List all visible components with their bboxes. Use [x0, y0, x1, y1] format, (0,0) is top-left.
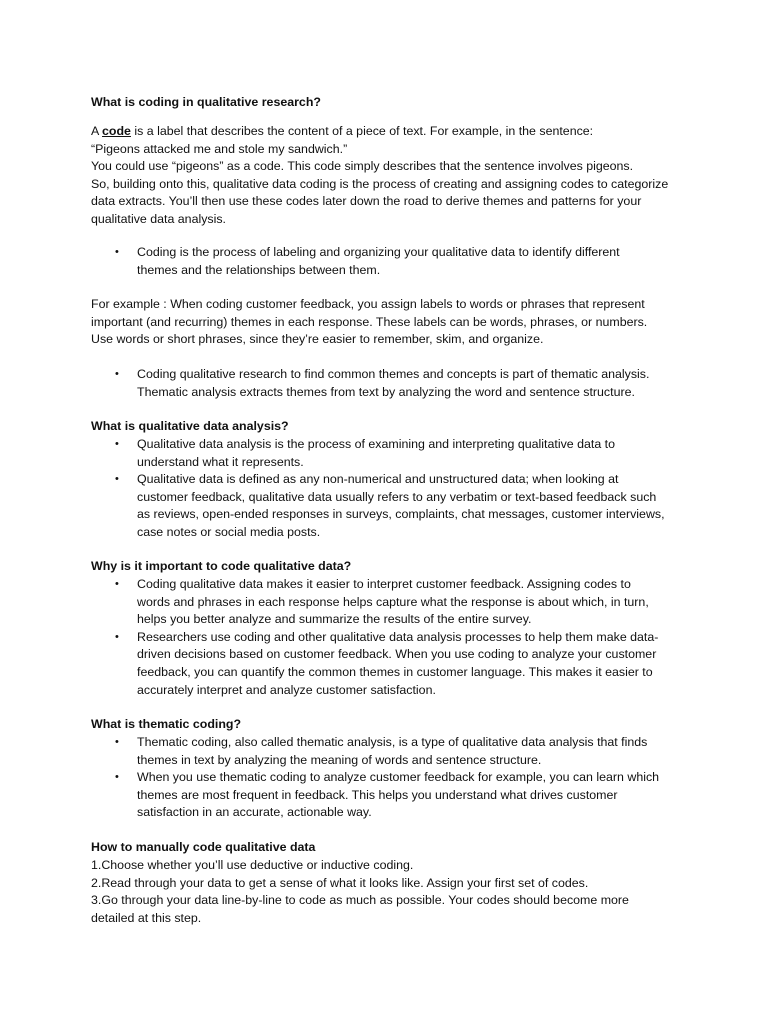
text-fragment: A: [91, 124, 103, 138]
step-1: 1.Choose whether you’ll use deductive or inductive coding.: [91, 858, 414, 872]
list-item-line: When you use thematic coding to analyze customer feedback for example, you can learn which: [137, 770, 660, 785]
list-item: [91, 734, 691, 769]
list-item: [91, 769, 691, 822]
list-item-line: Coding qualitative research to find common themes and concepts is part of thematic analysis.: [137, 367, 650, 381]
bullet-icon: •: [115, 438, 119, 450]
bullet-icon: •: [115, 736, 119, 748]
list-item: [91, 436, 691, 471]
list-item: [91, 629, 691, 699]
heading-what-is-thematic-coding: What is thematic coding?: [91, 717, 242, 731]
paragraph-line: You could use “pigeons” as a code. This code simply describes that the sentence involves pigeons.: [91, 159, 634, 174]
paragraph-line: data extracts. You’ll then use these codes later down the road to derive themes and patterns for your: [91, 194, 642, 209]
list-item-line: themes are most frequent in feedback. This helps you understand what drives customer: [137, 787, 618, 802]
step-3-continued: detailed at this step.: [91, 910, 202, 925]
paragraph-line: important (and recurring) themes in each response. These labels can be words, phrases, or numbers.: [91, 314, 648, 329]
list-item-line: satisfaction in an accurate, actionable way.: [137, 805, 372, 820]
heading-coding-in-qualitative-research: What is coding in qualitative research?: [91, 95, 321, 109]
list-item: [91, 244, 691, 279]
list-item: [91, 471, 691, 541]
paragraph-code-definition: [91, 123, 691, 229]
steps-manual-coding: [91, 857, 691, 927]
paragraph-line: [91, 123, 691, 141]
text-fragment: is a label that describes the content of a piece of text. For example, in the sentence:: [130, 124, 594, 138]
list-item-line: Coding qualitative data makes it easier to interpret customer feedback. Assigning codes to: [137, 577, 631, 591]
list-item-line: Coding is the process of labeling and organizing your qualitative data to identify different: [137, 245, 620, 259]
list-item-line: Qualitative data analysis is the process of examining and interpreting qualitative data to: [137, 437, 616, 451]
bullet-icon: •: [115, 246, 119, 258]
paragraph-line: For example : When coding customer feedback, you assign labels to words or phrases that represent: [91, 297, 645, 311]
list-item-line: driven decisions based on customer feedback. When you use coding to analyze your customer: [137, 647, 657, 662]
list-item-line: feedback, you can quantify the common themes in customer language. This makes it easier to: [137, 664, 653, 679]
list-item-line: themes in text by analyzing the meaning of words and sentence structure.: [137, 752, 542, 767]
list-item-line: helps you better analyze and summarize the results of the entire survey.: [137, 612, 532, 627]
heading-why-is-it-important: Why is it important to code qualitative data?: [91, 559, 352, 573]
section-why-code-heading: [91, 558, 691, 576]
list-item-line: words and phrases in each response helps capture what the response is about which, in turn,: [137, 594, 649, 609]
bullet-icon: •: [115, 630, 119, 643]
bullet-list-coding-process: [91, 244, 691, 279]
section-coding-heading: [91, 94, 691, 112]
list-item-line: understand what it represents.: [137, 454, 304, 469]
heading-what-is-qualitative-data-analysis: What is qualitative data analysis?: [91, 419, 289, 433]
bullet-icon: •: [115, 578, 119, 590]
bullet-list-importance: [91, 576, 691, 699]
paragraph-line: “Pigeons attacked me and stole my sandwich.”: [91, 141, 348, 156]
step-2: 2.Read through your data to get a sense of what it looks like. Assign your first set of codes.: [91, 875, 589, 890]
list-item-line: customer feedback, qualitative data usually refers to any verbatim or text-based feedback such: [137, 489, 657, 504]
section-how-to-code-heading: [91, 839, 691, 857]
bullet-list-thematic-coding: [91, 734, 691, 822]
paragraph-line: Use words or short phrases, since they’re easier to remember, skim, and organize.: [91, 332, 544, 347]
paragraph-line: So, building onto this, qualitative data coding is the process of creating and assigning codes to categorize: [91, 176, 669, 191]
step-3: 3.Go through your data line-by-line to code as much as possible. Your codes should become more: [91, 893, 629, 908]
term-code: code: [102, 124, 131, 138]
list-item-line: Thematic analysis extracts themes from text by analyzing the word and sentence structure.: [137, 384, 635, 399]
paragraph-for-example: [91, 296, 691, 349]
list-item: [91, 366, 691, 401]
bullet-icon: •: [115, 771, 119, 784]
section-qualitative-data-analysis-heading: [91, 418, 691, 436]
list-item-line: Researchers use coding and other qualitative data analysis processes to help them make data-: [137, 629, 659, 644]
bullet-icon: •: [115, 368, 119, 380]
list-item-line: case notes or social media posts.: [137, 524, 321, 539]
list-item-line: as reviews, open-ended responses in surveys, complaints, chat messages, customer interviews,: [137, 507, 665, 522]
bullet-list-qualitative-data-analysis: [91, 436, 691, 542]
bullet-icon: •: [115, 473, 119, 486]
heading-how-to-manually-code: How to manually code qualitative data: [91, 840, 316, 854]
list-item-line: Thematic coding, also called thematic analysis, is a type of qualitative data analysis that finds: [137, 735, 648, 749]
paragraph-line: qualitative data analysis.: [91, 211, 227, 226]
list-item-line: Qualitative data is defined as any non-numerical and unstructured data; when looking at: [137, 472, 619, 487]
list-item-line: themes and the relationships between them.: [137, 262, 381, 277]
bullet-list-thematic-analysis: [91, 366, 691, 401]
list-item-line: accurately interpret and analyze customer satisfaction.: [137, 682, 436, 697]
section-thematic-coding-heading: [91, 716, 691, 734]
list-item: [91, 576, 691, 629]
